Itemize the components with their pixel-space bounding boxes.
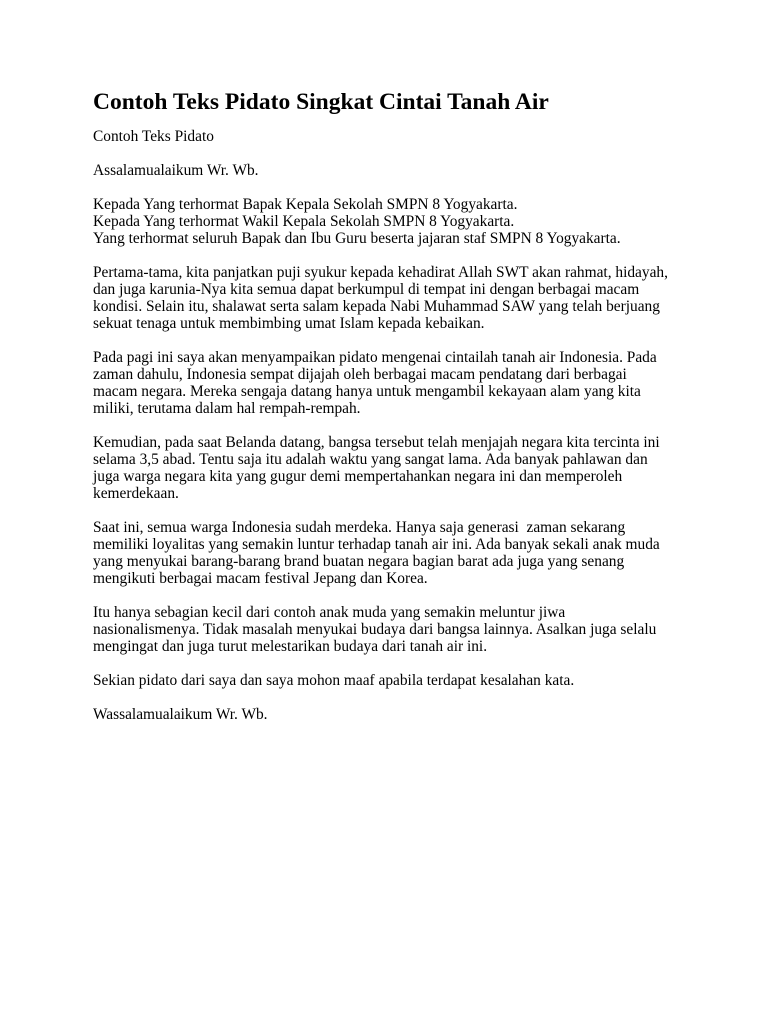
text-line: Kepada Yang terhormat Wakil Kepala Sekolah SMPN 8 Yogyakarta. [93, 213, 515, 230]
text-line: dan juga karunia-Nya kita semua dapat berkumpul di tempat ini dengan berbagai macam [93, 281, 640, 298]
text-line: juga warga negara kita yang gugur demi mempertahankan negara ini dan memperoleh [93, 468, 623, 485]
paragraph-heading-label [93, 128, 693, 145]
text-line: selama 3,5 abad. Tentu saja itu adalah waktu yang sangat lama. Ada banyak pahlawan dan [93, 451, 648, 468]
text-line: nasionalismenya. Tidak masalah menyukai budaya dari bangsa lainnya. Asalkan juga selalu [93, 621, 657, 638]
paragraph-opening [93, 264, 693, 332]
text-line: macam negara. Mereka sengaja datang hanya untuk mengambil kekayaan alam yang kita [93, 383, 641, 400]
text-line: memiliki loyalitas yang semakin luntur terhadap tanah air ini. Ada banyak sekali anak muda [93, 536, 660, 553]
text-line: Wassalamualaikum Wr. Wb. [93, 706, 268, 723]
text-line: mengingat dan juga turut melestarikan budaya dari tanah air ini. [93, 638, 488, 655]
text-line: Itu hanya sebagian kecil dari contoh anak muda yang semakin meluntur jiwa [93, 604, 566, 621]
document-title: Contoh Teks Pidato Singkat Cintai Tanah Air [93, 89, 549, 115]
paragraph-body-1 [93, 349, 693, 417]
text-line: Pada pagi ini saya akan menyampaikan pidato mengenai cintailah tanah air Indonesia. Pada [93, 349, 657, 366]
text-line: Yang terhormat seluruh Bapak dan Ibu Guru beserta jajaran staf SMPN 8 Yogyakarta. [93, 230, 621, 247]
text-line: Kepada Yang terhormat Bapak Kepala Sekolah SMPN 8 Yogyakarta. [93, 196, 518, 213]
text-line: Assalamualaikum Wr. Wb. [93, 162, 259, 179]
paragraph-farewell [93, 706, 693, 723]
text-line: Kemudian, pada saat Belanda datang, bangsa tersebut telah menjajah negara kita tercinta ini [93, 434, 660, 451]
text-line: miliki, terutama dalam hal rempah-rempah. [93, 400, 361, 417]
paragraph-body-2 [93, 434, 693, 502]
text-line: zaman dahulu, Indonesia sempat dijajah oleh berbagai macam pendatang dari berbagai [93, 366, 627, 383]
text-line: Saat ini, semua warga Indonesia sudah merdeka. Hanya saja generasi zaman sekarang [93, 519, 626, 536]
text-line: Sekian pidato dari saya dan saya mohon maaf apabila terdapat kesalahan kata. [93, 672, 575, 689]
text-line: Contoh Teks Pidato [93, 128, 214, 145]
text-line: Pertama-tama, kita panjatkan puji syukur kepada kehadirat Allah SWT akan rahmat, hidayah, [93, 264, 668, 281]
paragraph-salutations [93, 196, 693, 247]
text-line: kondisi. Selain itu, shalawat serta salam kepada Nabi Muhammad SAW yang telah berjuang [93, 298, 660, 315]
text-line: mengikuti berbagai macam festival Jepang dan Korea. [93, 570, 428, 587]
text-line: yang menyukai barang-barang brand buatan negara bagian barat ada juga yang senang [93, 553, 625, 570]
text-line: sekuat tenaga untuk membimbing umat Islam kepada kebaikan. [93, 315, 485, 332]
paragraph-body-4 [93, 604, 693, 655]
paragraph-greeting [93, 162, 693, 179]
paragraph-closing [93, 672, 693, 689]
document-page [93, 88, 693, 740]
paragraph-body-3 [93, 519, 693, 587]
text-line: kemerdekaan. [93, 485, 179, 502]
